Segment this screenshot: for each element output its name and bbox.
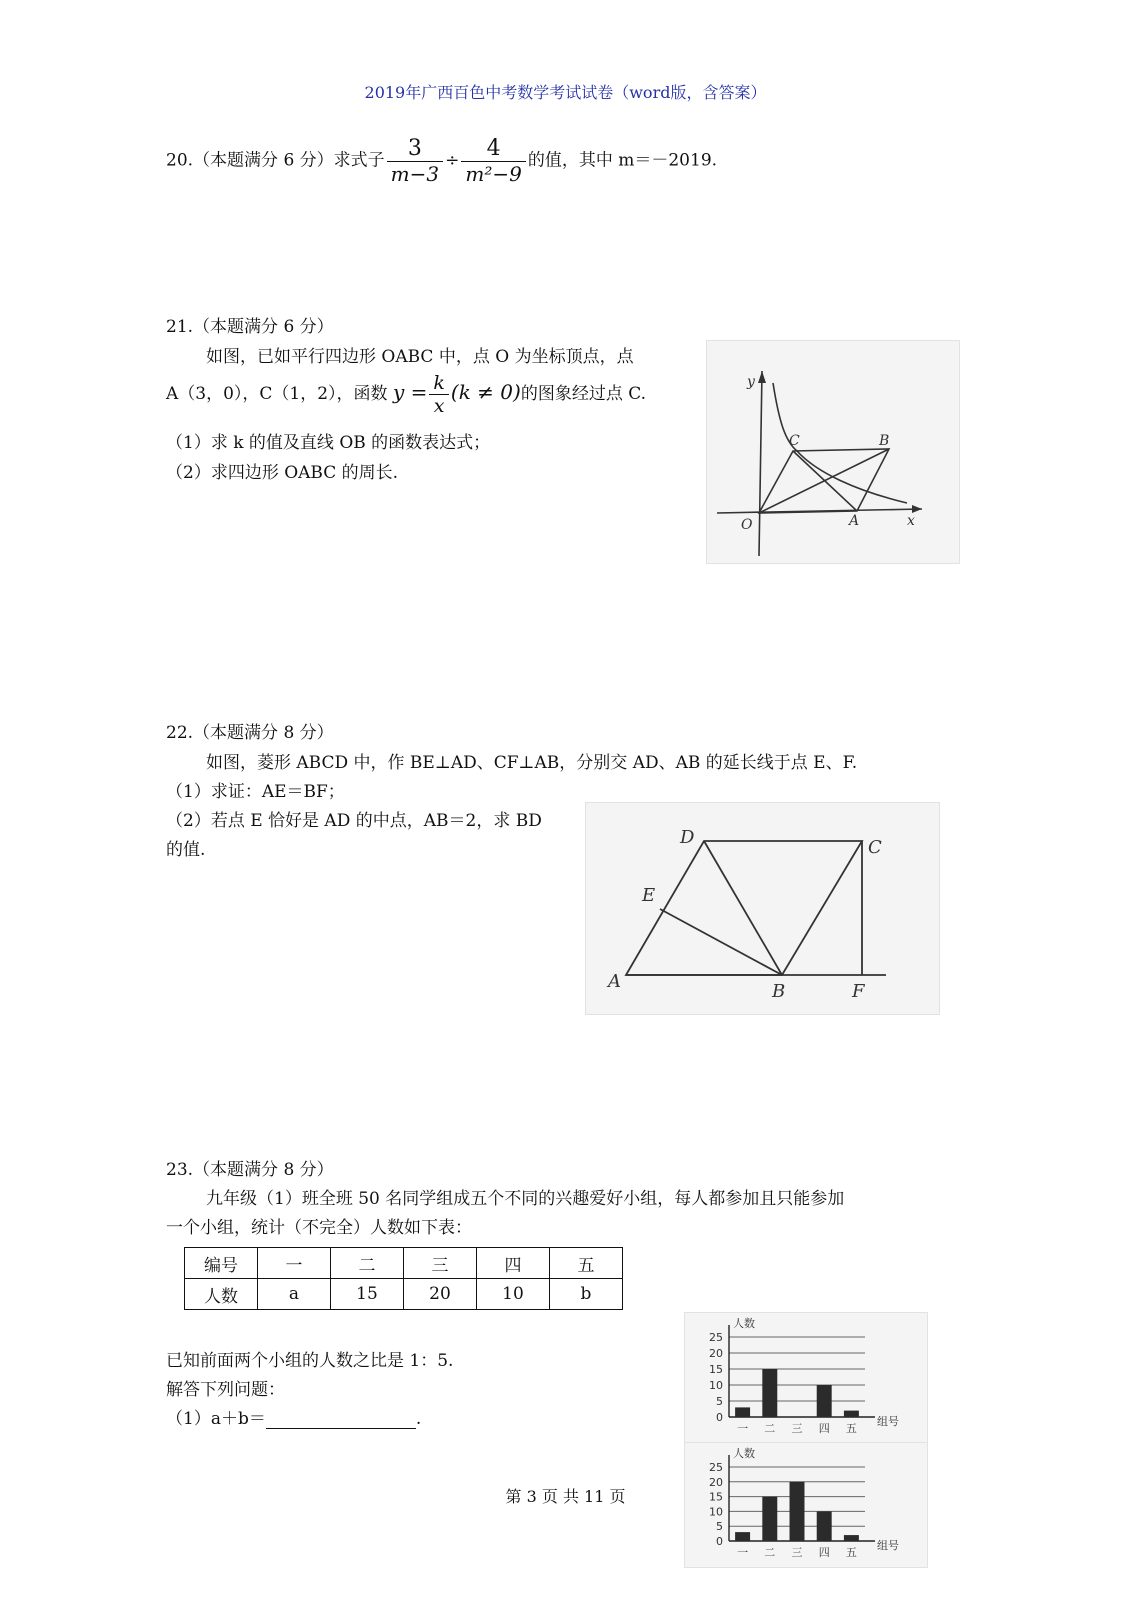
q21-line2-a: A（3，0），C（1，2），函数 xyxy=(166,384,388,404)
y-tick-label: 15 xyxy=(709,1490,723,1504)
page-header: 2019年广西百色中考数学考试试卷（word版，含答案） xyxy=(364,83,767,102)
q21-line2 xyxy=(166,372,646,417)
q22-sub1: （1）求证：AE＝BF； xyxy=(166,782,345,802)
y-tick-label: 25 xyxy=(709,1331,723,1344)
q23-title: 23.（本题满分 8 分） xyxy=(166,1160,334,1180)
q23-line2: 一个小组，统计（不完全）人数如下表： xyxy=(166,1218,472,1238)
label-y: y xyxy=(747,374,755,390)
q21-sub1: （1）求 k 的值及直线 OB 的函数表达式； xyxy=(166,433,491,453)
label-c: C xyxy=(789,433,800,449)
q21-func-condition: (k ≠ 0) xyxy=(450,380,521,404)
x-tick-label: 二 xyxy=(764,1422,776,1435)
x-tick-label: 五 xyxy=(845,1422,857,1435)
bar xyxy=(735,1532,750,1541)
q21-line1: 如图，已如平行四边形 OABC 中，点 O 为坐标顶点，点 xyxy=(206,347,634,367)
q23-sub1-prefix: （1）a＋b＝ xyxy=(166,1409,266,1429)
q20-prefix: 20.（本题满分 6 分）求式子 xyxy=(166,150,385,171)
page-footer: 第 3 页 共 11 页 xyxy=(505,1487,626,1506)
q23-line4: 解答下列问题： xyxy=(166,1380,285,1400)
q21-line2-b: 的图象经过点 C. xyxy=(520,384,647,404)
label-f: F xyxy=(852,981,865,1002)
table-cell: 人数 xyxy=(185,1279,258,1310)
bar xyxy=(762,1369,777,1417)
y-axis-label: 人数 xyxy=(733,1447,755,1460)
bar xyxy=(817,1385,832,1417)
q20-suffix: 的值，其中 m＝－2019. xyxy=(527,150,718,171)
q21-func-y: y = xyxy=(392,380,428,404)
q20-fraction-1 xyxy=(387,136,443,186)
x-tick-label: 三 xyxy=(791,1546,803,1559)
y-tick-label: 5 xyxy=(716,1395,723,1408)
label-b: B xyxy=(772,981,786,1002)
question-20 xyxy=(166,136,717,186)
y-axis-label: 人数 xyxy=(733,1317,755,1330)
x-tick-label: 一 xyxy=(737,1546,749,1559)
label-a: A xyxy=(849,513,860,529)
label-d: D xyxy=(680,827,695,848)
q21-func-numerator: k xyxy=(429,372,449,395)
table-header-cell: 编号 xyxy=(185,1248,258,1279)
diagonal-ac xyxy=(793,451,857,511)
q22-sub2-a: （2）若点 E 恰好是 AD 的中点，AB＝2，求 BD xyxy=(166,811,542,831)
q22-rhombus-diagram xyxy=(586,803,939,1014)
q20-frac2-numerator: 4 xyxy=(461,136,525,162)
x-tick-label: 四 xyxy=(818,1546,830,1559)
y-axis-arrow xyxy=(758,371,766,383)
q23-sub1-suffix: . xyxy=(415,1409,422,1429)
label-e: E xyxy=(642,885,656,906)
table-row xyxy=(185,1279,623,1310)
x-tick-label: 三 xyxy=(791,1422,803,1435)
table-header-cell: 二 xyxy=(331,1248,404,1279)
q22-line1: 如图，菱形 ABCD 中，作 BE⊥AD、CF⊥AB，分别交 AD、AB 的延长线于点 E、F. xyxy=(206,753,858,773)
bar xyxy=(844,1535,859,1541)
q23-bar-chart-1 xyxy=(684,1312,928,1444)
q20-frac1-numerator: 3 xyxy=(387,136,443,162)
table-header-cell: 三 xyxy=(404,1248,477,1279)
q22-sub2-b: 的值. xyxy=(166,840,206,860)
q21-sub2: （2）求四边形 OABC 的周长. xyxy=(166,463,399,483)
table-header-row xyxy=(185,1248,623,1279)
y-axis xyxy=(759,371,762,556)
table-cell: 10 xyxy=(477,1279,550,1310)
x-axis-label: 组号 xyxy=(877,1415,899,1428)
bar xyxy=(817,1511,832,1541)
bar-chart-1-svg xyxy=(685,1313,927,1443)
q20-fraction-2 xyxy=(461,136,525,186)
label-c: C xyxy=(868,837,882,858)
y-tick-label: 0 xyxy=(716,1411,723,1424)
q21-title: 21.（本题满分 6 分） xyxy=(166,317,334,337)
q23-data-table xyxy=(184,1247,623,1310)
label-a: A xyxy=(608,971,621,992)
q20-operator: ÷ xyxy=(445,150,460,171)
table-cell: 15 xyxy=(331,1279,404,1310)
x-axis-label: 组号 xyxy=(877,1539,899,1552)
y-tick-label: 20 xyxy=(709,1347,723,1360)
label-x: x xyxy=(907,513,915,529)
x-axis-arrow xyxy=(912,505,922,513)
y-tick-label: 5 xyxy=(716,1520,723,1534)
q22-title: 22.（本题满分 8 分） xyxy=(166,723,334,743)
label-o: O xyxy=(741,517,753,533)
table-cell: a xyxy=(258,1279,331,1310)
x-tick-label: 二 xyxy=(764,1546,776,1559)
bar xyxy=(735,1407,750,1417)
q23-sub1 xyxy=(166,1404,421,1429)
x-tick-label: 一 xyxy=(737,1422,749,1435)
q21-figure xyxy=(706,340,960,564)
y-tick-label: 15 xyxy=(709,1363,723,1376)
table-header-cell: 一 xyxy=(258,1248,331,1279)
y-tick-label: 10 xyxy=(709,1379,723,1392)
q23-line1: 九年级（1）班全班 50 名同学组成五个不同的兴趣爱好小组，每人都参加且只能参加 xyxy=(206,1189,845,1209)
y-tick-label: 25 xyxy=(709,1461,723,1474)
table-cell: 20 xyxy=(404,1279,477,1310)
x-tick-label: 四 xyxy=(818,1422,830,1435)
label-b: B xyxy=(879,433,890,449)
q23-line3: 已知前面两个小组的人数之比是 1：5. xyxy=(166,1351,454,1371)
q21-func-denominator: x xyxy=(433,395,445,417)
q20-frac1-denominator: m−3 xyxy=(390,162,440,186)
x-tick-label: 五 xyxy=(845,1546,857,1559)
bar xyxy=(844,1411,859,1417)
table-cell: b xyxy=(550,1279,623,1310)
q21-func-fraction xyxy=(429,372,449,417)
q20-frac2-denominator: m²−9 xyxy=(465,162,522,186)
table-header-cell: 五 xyxy=(550,1248,623,1279)
answer-blank[interactable] xyxy=(266,1410,416,1429)
q21-coordinate-diagram xyxy=(707,341,959,563)
y-tick-label: 10 xyxy=(709,1505,723,1519)
q22-figure xyxy=(585,802,940,1015)
y-tick-label: 0 xyxy=(716,1535,723,1548)
table-header-cell: 四 xyxy=(477,1248,550,1279)
y-tick-label: 20 xyxy=(709,1475,723,1489)
